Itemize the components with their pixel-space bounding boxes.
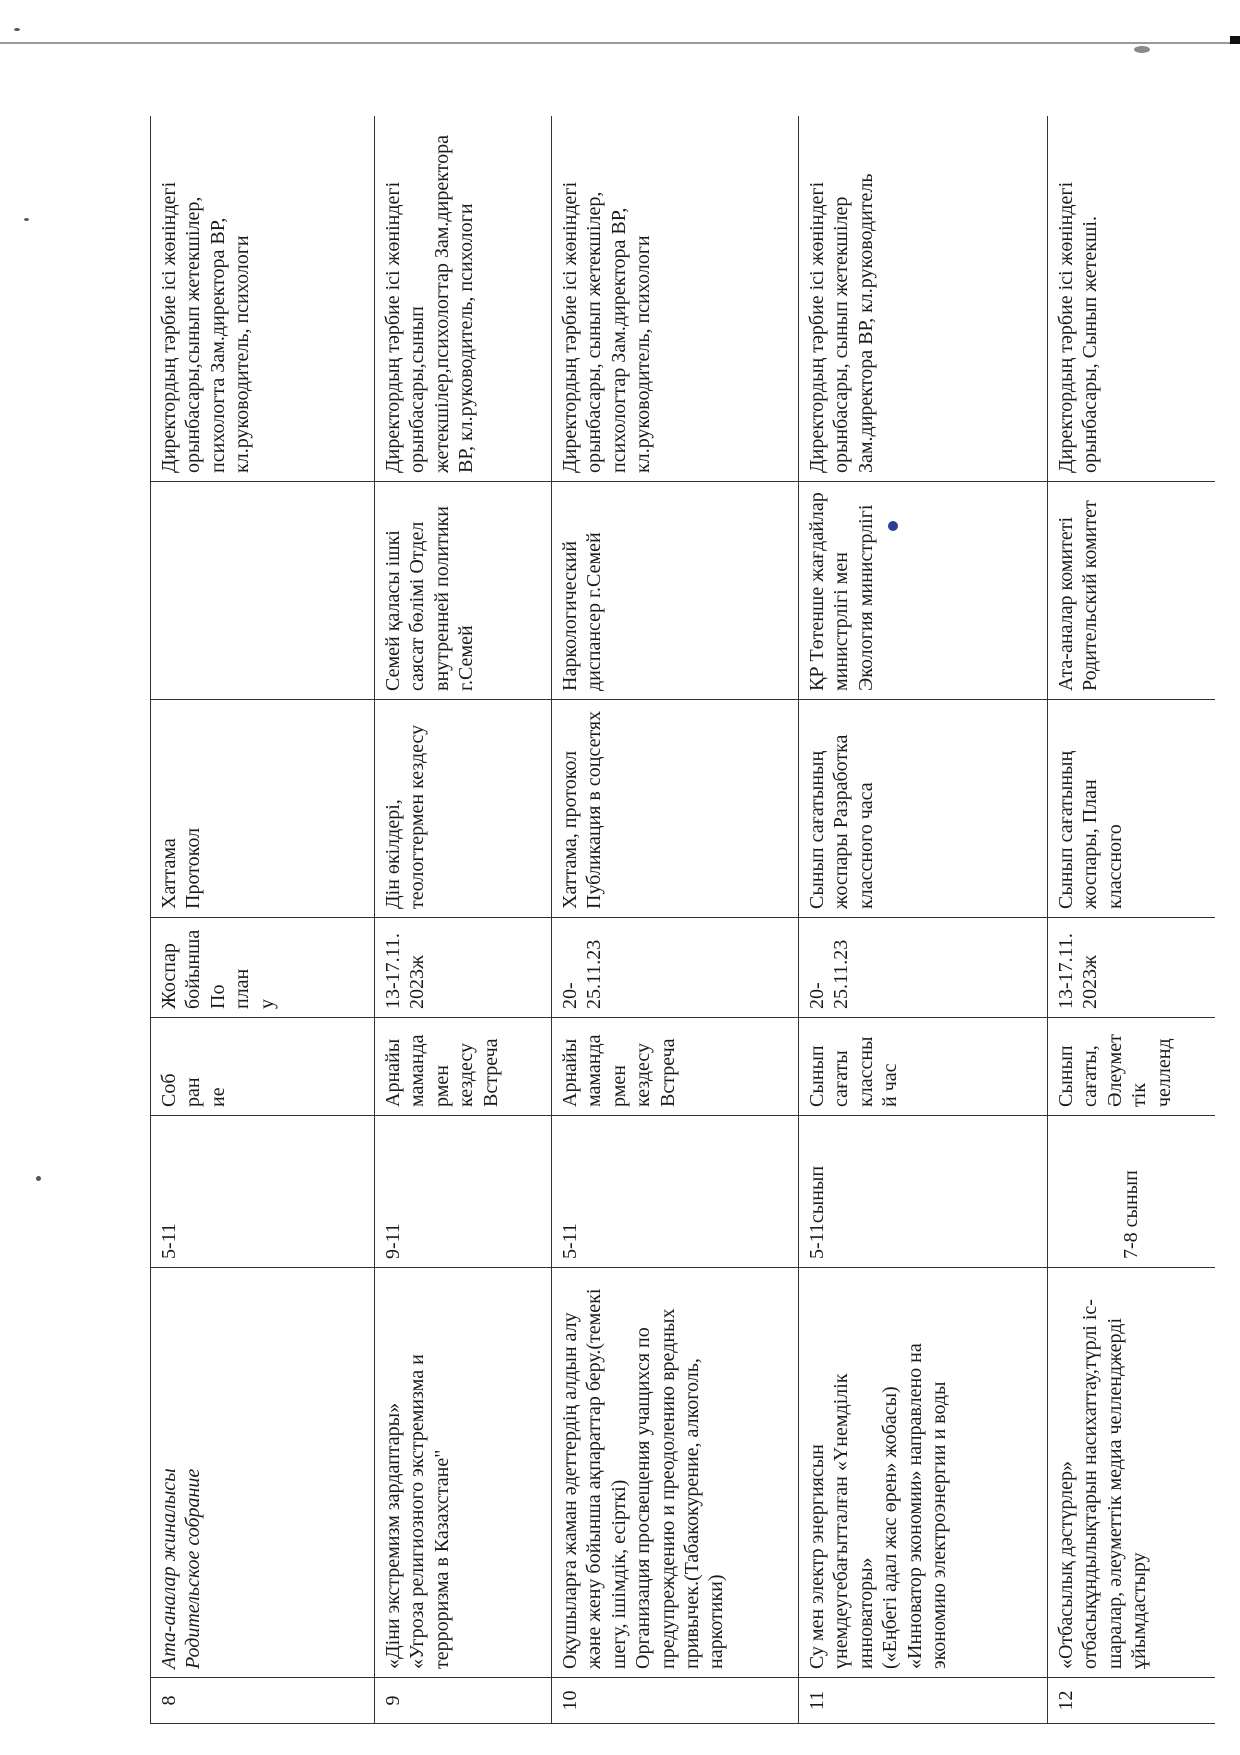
scan-edge-mark [1230,36,1240,44]
date-cell: 13-17.11. 2023ж [375,918,552,1018]
grade-cell: 5-11 [151,1116,375,1268]
row-number: 9 [375,1678,552,1724]
grade-cell: 5-11сынып [799,1116,1048,1268]
form-cell: Соб ран ие [151,1018,375,1116]
scan-speck [1134,46,1150,53]
row-number: 12 [1048,1678,1216,1724]
event-title: Оқушыларға жаман әдеттердің алдын алу және жену бойынша ақпараттар беру.(темекі шегу, ішімдік, есірткі) Организация просвещения учащихся по предупреждению и преодолению вредных привычек.(Табакокурение, алкоголь, наркотики) [552,1268,799,1678]
result-cell: Дін өкілдері, теологтермен кездесу [375,700,552,918]
scan-speck [36,1176,41,1181]
ink-mark [888,521,898,531]
responsible-cell: Директордың тәрбие ісі жөніндегі орынбасары, Сынып жетекші. [1048,116,1216,482]
grade-cell: 9-11 [375,1116,552,1268]
row-number: 8 [151,1678,375,1724]
row-number: 10 [552,1678,799,1724]
partner-cell: Наркологический диспансер г.Семей [552,482,799,700]
date-cell: Жоспар бойынша По план у [151,918,375,1018]
date-cell: 20- 25.11.23 [552,918,799,1018]
result-cell: Хаттама, протокол Публикация в соцсетях [552,700,799,918]
partner-text: ҚР Төтенше жағдайлар министрлігі мен Экология министрлігі [806,492,877,691]
date-cell: 13-17.11. 2023ж [1048,918,1216,1018]
row-number: 11 [799,1678,1048,1724]
table-row [799,116,1048,1724]
result-cell: Сынып сағатының жоспары, План классного [1048,700,1216,918]
form-cell: Сынып сағаты, Әлеуметтік челленд [1048,1018,1216,1116]
grade-cell: 7-8 сынып [1048,1116,1216,1268]
scan-speck [24,218,29,221]
scan-edge-line [0,42,1240,44]
partner-cell: Ата-аналар комитеті Родительский комитет [1048,482,1216,700]
form-cell: Арнайы мамандармен кездесу Встреча [552,1018,799,1116]
responsible-cell: Директордың тәрбие ісі жөніндегі орынбасары,сынып жетекшілер, психологта Зам.директора ВР, кл.руководитель, психологи [151,116,375,482]
grade-cell: 5-11 [552,1116,799,1268]
partner-cell [151,482,375,700]
partner-cell [799,482,1048,700]
form-cell: Сынып сағаты классный час [799,1018,1048,1116]
rotated-page-content [150,116,1215,1724]
table-row [1048,116,1216,1724]
responsible-cell: Директордың тәрбие ісі жөніндегі орынбасары,сынып жетекшілер,психологтар Зам.директора ВР, кл.руководитель, психологи [375,116,552,482]
result-cell: Хаттама Протокол [151,700,375,918]
partner-cell: Семей қаласы ішкі саясат бөлімі Отдел внутренней политики г.Семей [375,482,552,700]
date-cell: 20-25.11.23 [799,918,1048,1018]
responsible-cell: Директордың тәрбие ісі жөніндегі орынбасары, сынып жетекшілер Зам.директора ВР, кл.руководитель [799,116,1048,482]
result-cell: Сынып сағатының жоспары Разработка классного часа [799,700,1048,918]
form-cell: Арнайы мамандармен кездесу Встреча [375,1018,552,1116]
event-title: Су мен электр энергиясын үнемдеугебағытталған «Үнемділік инноваторы» («Еңбегі адал жас өрен» жобасы) «Инноватор экономии» направлено на экономию электроэнергии и воды [799,1268,1048,1678]
scan-speck [14,28,20,31]
event-title: «Діни экстремизм зардаптары» «Угроза религиозного экстремизма и терроризма в Казахстане" [375,1268,552,1678]
event-title: «Отбасылық дәстүрлер» отбасықұндылықтарын насихаттау,түрлі іс-шаралар, әлеуметтік медиа челленджерді ұйымдастыру [1048,1268,1216,1678]
events-table [150,116,1215,1724]
table-row [552,116,799,1724]
responsible-cell: Директордың тәрбие ісі жөніндегі орынбасары, сынып жетекшілер, психологтар Зам.директора ВР, кл.руководитель, психологи [552,116,799,482]
table-row [151,116,375,1724]
table-row [375,116,552,1724]
event-title: Ата-аналар жиналысы Родительское собрание [151,1268,375,1678]
